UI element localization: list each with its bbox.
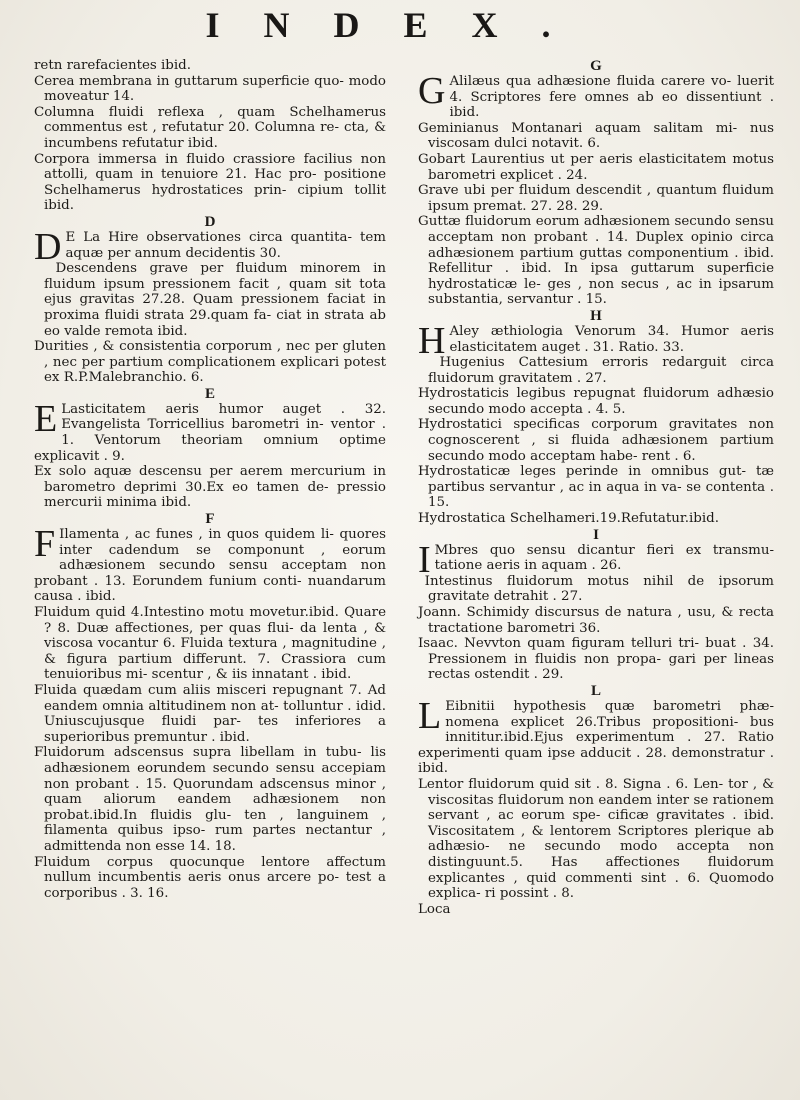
index-entry [418, 70, 774, 121]
entry-text: Aley æthiologia Venorum 34. Humor aeris elasticitatem auget . 31. Ratio. 33. [449, 323, 774, 355]
section-letter: D [204, 213, 216, 230]
drop-cap: D [34, 225, 62, 268]
index-entry: Grave ubi per fluidum descendit , quantum fluidum ipsum premat. 27. 28. 29. [418, 183, 774, 214]
drop-cap: E [34, 397, 58, 440]
section-letter: G [590, 58, 602, 74]
index-entry: Ex solo aquæ descensu per aerem mercurium in barometro deprimi 30.Ex eo tamen de- pressio mercurii minima ibid. [34, 464, 386, 511]
index-entry: Isaac. Nevvton quam figuram telluri tri- buat . 34. Pressionem in fluidis non propa- gari per lineas rectas ostendit . 29. [418, 636, 774, 683]
index-entry [418, 538, 774, 581]
index-entry: Joann. Schimidy discursus de natura , usu, & recta tractatione barometri 36. [418, 605, 774, 636]
index-entry [418, 694, 774, 777]
section-letter: L [590, 682, 601, 699]
entry-text: Eibnitii hypothesis quæ barometri phæ- nomena explicet 26.Tribus propositioni- bus innititur.ibid.Ejus experimentum . 27. Ratio experimenti quam ipse adducit . 28. demonstratur . ibid. [418, 698, 774, 777]
index-entry: Cerea membrana in guttarum superficie quo- modo moveatur 14. [34, 73, 386, 105]
index-entry: Lentor fluidorum quid sit . 8. Signa . 6. Len- tor , & viscositas fluidorum non eandem inter se rationem servant , ac eorum spe- cificæ gravitates . ibid. Viscositatem , & lentorem Scriptores plerique ab adhæsio- ne secundo modo accepta non distinguunt.5. Has affectiones fluidorum explicantes , quid commenti sint . 6. Quomodo explica- ri possint . 8. [418, 776, 774, 902]
index-entry: Durities , & consistentia corporum , nec per gluten , nec per partium complicationem explicari potest ex R.P.Malebranchio. 6. [34, 339, 386, 386]
drop-cap: F [34, 523, 56, 566]
index-entry: Fluida quædam cum aliis misceri repugnant 7. Ad eandem omnia altitudinem non at- tolluntur . idid. Uniuscujusque fluidi par- tes inferiores a superioribus premuntur . ibid. [34, 682, 386, 745]
index-entry: retn rarefacientes ibid. [34, 58, 191, 73]
drop-cap: G [418, 70, 446, 112]
entry-text: E La Hire observationes circa quantita- tem aquæ per annum decidentis 30. [65, 229, 386, 261]
index-entry: Gobart Laurentius ut per aeris elasticitatem motus barometri explicet . 24. [418, 151, 774, 183]
index-entry [34, 397, 386, 464]
entry-text: Mbres quo sensu dicantur fieri ex transmu- tatione aeris in aquam . 26. [434, 542, 774, 574]
index-entry: Fluidum corpus quocunque lentore affectum nullum incumbentis aeris onus arcere po- test a corporibus . 3. 16. [34, 854, 386, 901]
drop-cap: L [418, 694, 442, 737]
index-entry [34, 523, 386, 605]
index-entry: Hydrostatici specificas corporum gravitates non cognoscerent , si fluida adhæsionem partium secundo modo acceptam habe- rent . 6. [418, 417, 774, 464]
index-entry: Hydrostaticis legibus repugnat fluidorum adhæsio secundo modo accepta . 4. 5. [418, 386, 774, 417]
section-letter: E [204, 385, 215, 402]
index-entry: Fluidorum adscensus supra libellam in tubu- lis adhæsionem eorundem secundo sensu accepiam non probant . 15. Quorundam adscensus minor , quam aliorum eandem adhæsionem non probat.ibid.In fluidis glu- ten , languinem , filamenta quibus ipso- rum partes nectantur , admittenda non esse 14. 18. [34, 745, 386, 854]
index-entry: Intestinus fluidorum motus nihil de ipsorum gravitate detrahit . 27. [424, 573, 774, 605]
index-entry: Fluidum quid 4.Intestino motu movetur.ibid. Quare ? 8. Duæ affectiones, per quas flui- da lenta , & viscosa vocantur 6. Fluida textura , magnitudine , & figura partium differunt. 7. Crassiora cum tenuioribus mi- scentur , & iis innatant . ibid. [34, 605, 386, 683]
drop-cap: I [418, 538, 431, 581]
index-entry: Hydrostaticæ leges perinde in omnibus gut- tæ partibus servantur , ac in aqua in va- se contenta . 15. [418, 464, 774, 511]
index-entry: Geminianus Montanari aquam salitam mi- nus viscosam dulci notavit. 6. [418, 120, 774, 152]
page-header: INDEX. [205, 5, 595, 45]
index-entry [34, 225, 386, 268]
index-entry: Corpora immersa in fluido crassiore facilius non attolli, quam in tenuiore 21. Hac pro- positione Schelhamerus hydrostatices prin- cipium tollit ibid. [34, 151, 386, 214]
index-entry: Columna fluidi reflexa , quam Schelhamerus commentus est , refutatur 20. Columna re- cta, & incumbens refutatur ibid. [34, 104, 386, 151]
drop-cap: H [418, 319, 446, 362]
section-letter: F [205, 511, 215, 528]
index-entry: Hydrostatica Schelhameri.19.Refutatur.ibid. [418, 511, 719, 527]
index-entry: Loca [418, 901, 451, 917]
left-column [34, 58, 386, 901]
entry-text: Alilæus qua adhæsione fluida carere vo- luerit 4. Scriptores fere omnes ab eo dissentiunt . ibid. [449, 74, 774, 121]
index-entry [418, 319, 774, 362]
right-column [418, 58, 774, 917]
section-letter: H [590, 307, 602, 324]
entry-text: Ilamenta , ac funes , in quos quidem li- quores inter cadendum se componunt , eorum adhæsionem secundo sensu acceptam non probant . 13. Eorundem funium conti- nuandarum causa . ibid. [34, 527, 386, 605]
index-entry: Hugenius Cattesium erroris redarguit circa fluidorum gravitatem . 27. [428, 355, 774, 386]
index-entry: Guttæ fluidorum eorum adhæsionem secundo sensu acceptam non probant . 14. Duplex opinio circa adhæsionem partium guttas componentium . ibid. Refellitur . ibid. In ipsa guttarum superficie hydrostaticæ le- ges , non secus , ac in ipsarum substantia, servantur . 15. [418, 214, 774, 308]
entry-text: Lasticitatem aeris humor auget . 32. Evangelista Torricellius barometri in- ventor . 1. Ventorum theoriam omnium optime explicavit . 9. [34, 401, 386, 464]
index-entry: Descendens grave per fluidum minorem in fluidum ipsum pressionem facit , quam sit tota ejus gravitas 27.28. Quam pressionem faciat in proxima fluidi strata 29.quam fa- ciat in strata ab eo valde remota ibid. [44, 261, 386, 339]
section-letter: I [593, 526, 599, 543]
